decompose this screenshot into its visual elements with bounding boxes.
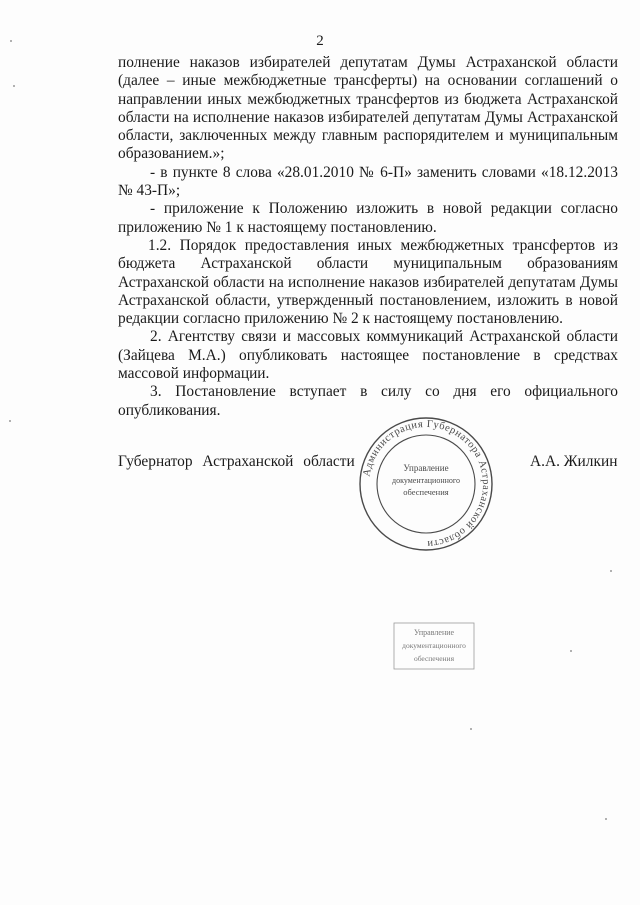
signatory-name: А.А. Жилкин (530, 453, 618, 470)
signatory-position: Губернатор Астраханской области (118, 453, 355, 470)
faint-stamp-line2: документационного (402, 641, 466, 650)
stamp-ring-textpath: Администрация Губернатора Астраханской области (361, 418, 492, 550)
page-number: 2 (316, 33, 324, 49)
document-body (118, 54, 618, 420)
faint-stamp-line3: обеспечения (413, 654, 455, 663)
paragraph-3: 3. Постановление вступает в силу со дня его официального опубликования. (118, 383, 618, 419)
scan-speck (570, 650, 572, 652)
stamp-center-line3: обеспечения (403, 487, 449, 497)
paragraph-continuation: полнение наказов избирателей депутатам Думы Астраханской области (далее – иные межбюджетные трансферты) на основании соглашений о направлении иных межбюджетных трансфертов из бюджета Астраханской области на исполнение наказов избирателей депутатам Думы Астраханской области, заключенных между главным распорядителем и муниципальным образованием.»; (118, 54, 618, 163)
paragraph-2: 2. Агентству связи и массовых коммуникаций Астраханской области (Зайцева М.А.) опубликовать настоящее постановление в средствах массовой информации. (118, 328, 618, 383)
scan-speck (610, 570, 612, 572)
scan-speck (605, 818, 607, 820)
paragraph-item-8: - в пункте 8 слова «28.01.2010 № 6-П» заменить словами «18.12.2013 № 43-П»; (118, 163, 618, 200)
paragraph-1-2: 1.2. Порядок предоставления иных межбюджетных трансфертов из бюджета Астраханской области муниципальным образованиям Астраханской области на исполнение наказов избирателей депутатам Думы Астраханской области, утвержденный постановлением, изложить в новой редакции согласно приложению № 2 к настоящему постановлению. (118, 236, 618, 328)
paragraph-appendix: - приложение к Положению изложить в новой редакции согласно приложению № 1 к настоящему постановлению. (118, 200, 618, 236)
faint-stamp (393, 622, 475, 670)
scan-speck (470, 728, 472, 730)
scan-speck (9, 420, 11, 422)
scan-speck (10, 40, 12, 42)
scan-speck (13, 85, 15, 87)
stamp-center-line2: документационного (392, 476, 460, 485)
official-stamp (357, 415, 495, 553)
faint-stamp-line1: Управление (413, 628, 455, 637)
stamp-center-line1: Управление (403, 463, 449, 473)
